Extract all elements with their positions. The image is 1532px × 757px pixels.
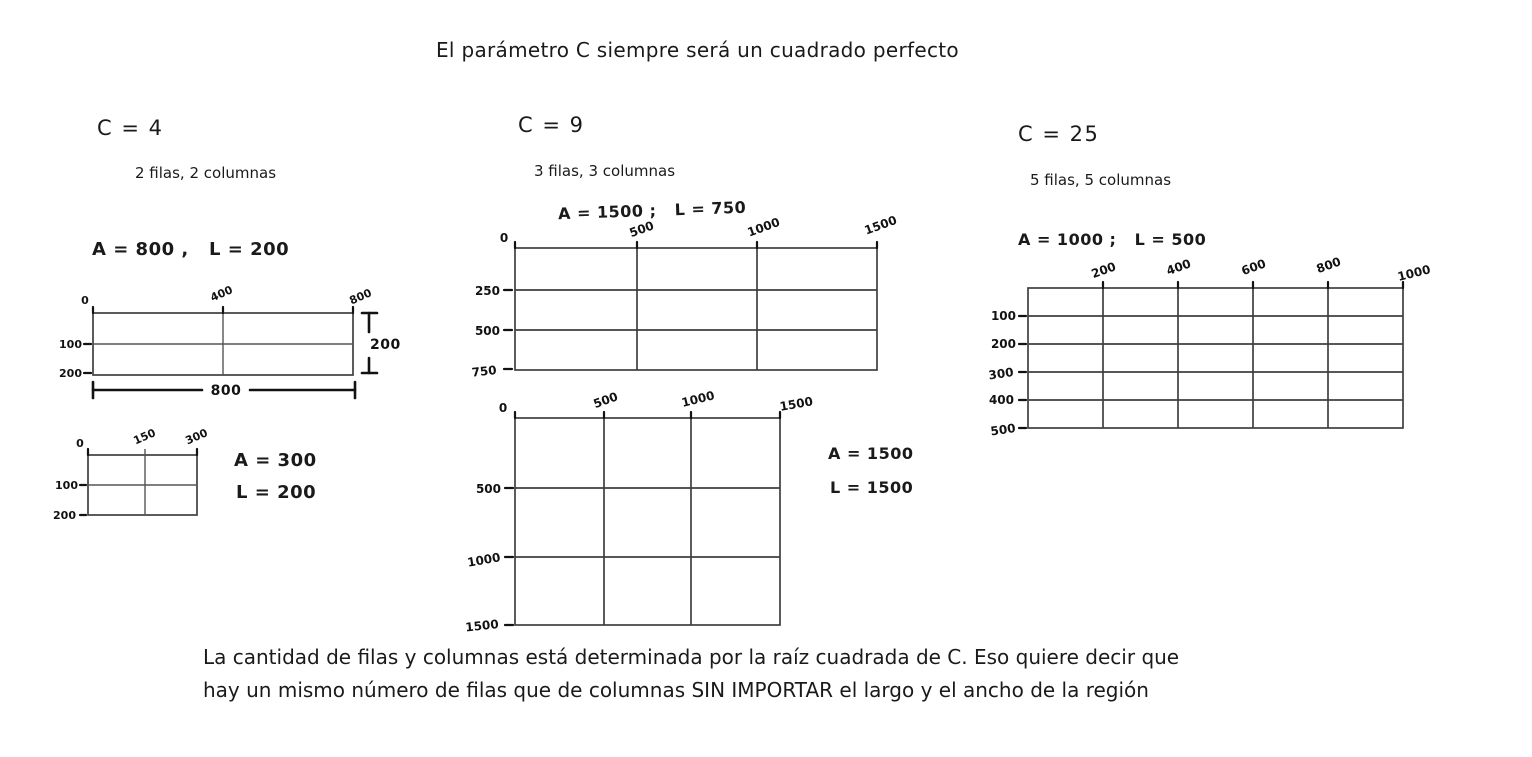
x-tick-label: 1000 (1396, 262, 1432, 284)
x-tick-label: 1500 (778, 394, 814, 414)
y-tick-label: 100 (990, 309, 1016, 323)
c4-grid1-caption: A = 800 , L = 200 (92, 239, 290, 260)
x-tick-label: 1000 (745, 214, 782, 240)
x-tick-label: 600 (1239, 256, 1268, 279)
height-dim-label: 200 (370, 337, 401, 353)
section-heading-c4: C = 4 (97, 116, 164, 140)
x-tick-label: 0 (81, 294, 89, 307)
y-tick-label: 500 (989, 421, 1017, 439)
axis-labels (465, 388, 814, 634)
x-tick-label: 0 (498, 401, 508, 415)
y-tick-label: 100 (59, 338, 82, 351)
grid-lines (1028, 288, 1403, 428)
y-tick-label: 100 (55, 479, 78, 492)
axis-labels (53, 426, 210, 522)
axis-labels (988, 254, 1432, 438)
y-tick-label: 750 (470, 363, 498, 380)
section-subheading-c4: 2 filas, 2 columnas (135, 164, 277, 182)
page-title: El parámetro C siempre será un cuadrado perfecto (436, 38, 959, 62)
c9-grid1-caption: A = 1500 ; L = 750 (557, 197, 747, 224)
grid-lines (515, 418, 780, 625)
x-tick-label: 800 (347, 286, 374, 308)
c9-grid2-caption-l: L = 1500 (830, 478, 914, 497)
x-tick-label: 0 (76, 437, 84, 450)
x-tick-label: 0 (499, 231, 509, 245)
c4-grid1 (40, 278, 420, 408)
y-tick-label: 200 (53, 509, 76, 522)
grid-lines (88, 449, 197, 515)
y-tick-label: 300 (987, 365, 1015, 383)
x-tick-label: 500 (627, 218, 656, 241)
y-tick-label: 200 (59, 367, 82, 380)
width-dimension-bracket (93, 382, 355, 399)
tick-marks (1019, 282, 1403, 428)
grid-lines (515, 248, 877, 370)
x-tick-label: 300 (183, 426, 210, 448)
c9-grid2-caption-a: A = 1500 (828, 444, 914, 463)
y-tick-label: 400 (988, 393, 1014, 407)
x-tick-label: 1000 (680, 388, 716, 410)
c4-grid2-caption-a: A = 300 (234, 450, 317, 471)
x-tick-label: 400 (208, 283, 235, 305)
c25-grid1 (955, 248, 1455, 443)
section-subheading-c9: 3 filas, 3 columnas (534, 162, 676, 180)
tick-marks (80, 449, 197, 515)
section-heading-c9: C = 9 (518, 113, 585, 137)
x-tick-label: 1500 (862, 212, 899, 238)
c4-grid2 (40, 425, 260, 530)
height-dimension-bracket (362, 313, 401, 373)
y-tick-label: 500 (475, 482, 501, 496)
y-tick-label: 500 (474, 324, 500, 338)
x-tick-label: 800 (1314, 254, 1343, 277)
c9-grid2 (445, 388, 925, 638)
x-tick-label: 200 (1089, 259, 1118, 282)
c4-grid2-caption-l: L = 200 (236, 482, 317, 503)
c25-grid1-caption: A = 1000 ; L = 500 (1018, 230, 1207, 249)
y-tick-label: 1000 (466, 550, 502, 570)
tick-marks (505, 412, 780, 625)
y-tick-label: 250 (474, 284, 500, 298)
tick-marks (84, 307, 353, 373)
y-tick-label: 1500 (464, 617, 500, 635)
x-tick-label: 500 (591, 389, 620, 412)
section-heading-c25: C = 25 (1018, 122, 1100, 146)
footer-line-1: La cantidad de filas y columnas está determinada por la raíz cuadrada de C. Eso quiere decir que (203, 645, 1180, 669)
axis-labels (59, 283, 374, 380)
c9-grid1 (450, 212, 900, 382)
y-tick-label: 200 (990, 337, 1016, 351)
footer-line-2: hay un mismo número de filas que de columnas SIN IMPORTAR el largo y el ancho de la región (203, 678, 1149, 702)
x-tick-label: 150 (131, 426, 158, 448)
width-dim-label: 800 (210, 383, 242, 399)
section-subheading-c25: 5 filas, 5 columnas (1030, 171, 1172, 189)
axis-labels (471, 213, 899, 380)
grid-lines (93, 313, 353, 375)
x-tick-label: 400 (1164, 256, 1193, 279)
tick-marks (504, 242, 877, 369)
